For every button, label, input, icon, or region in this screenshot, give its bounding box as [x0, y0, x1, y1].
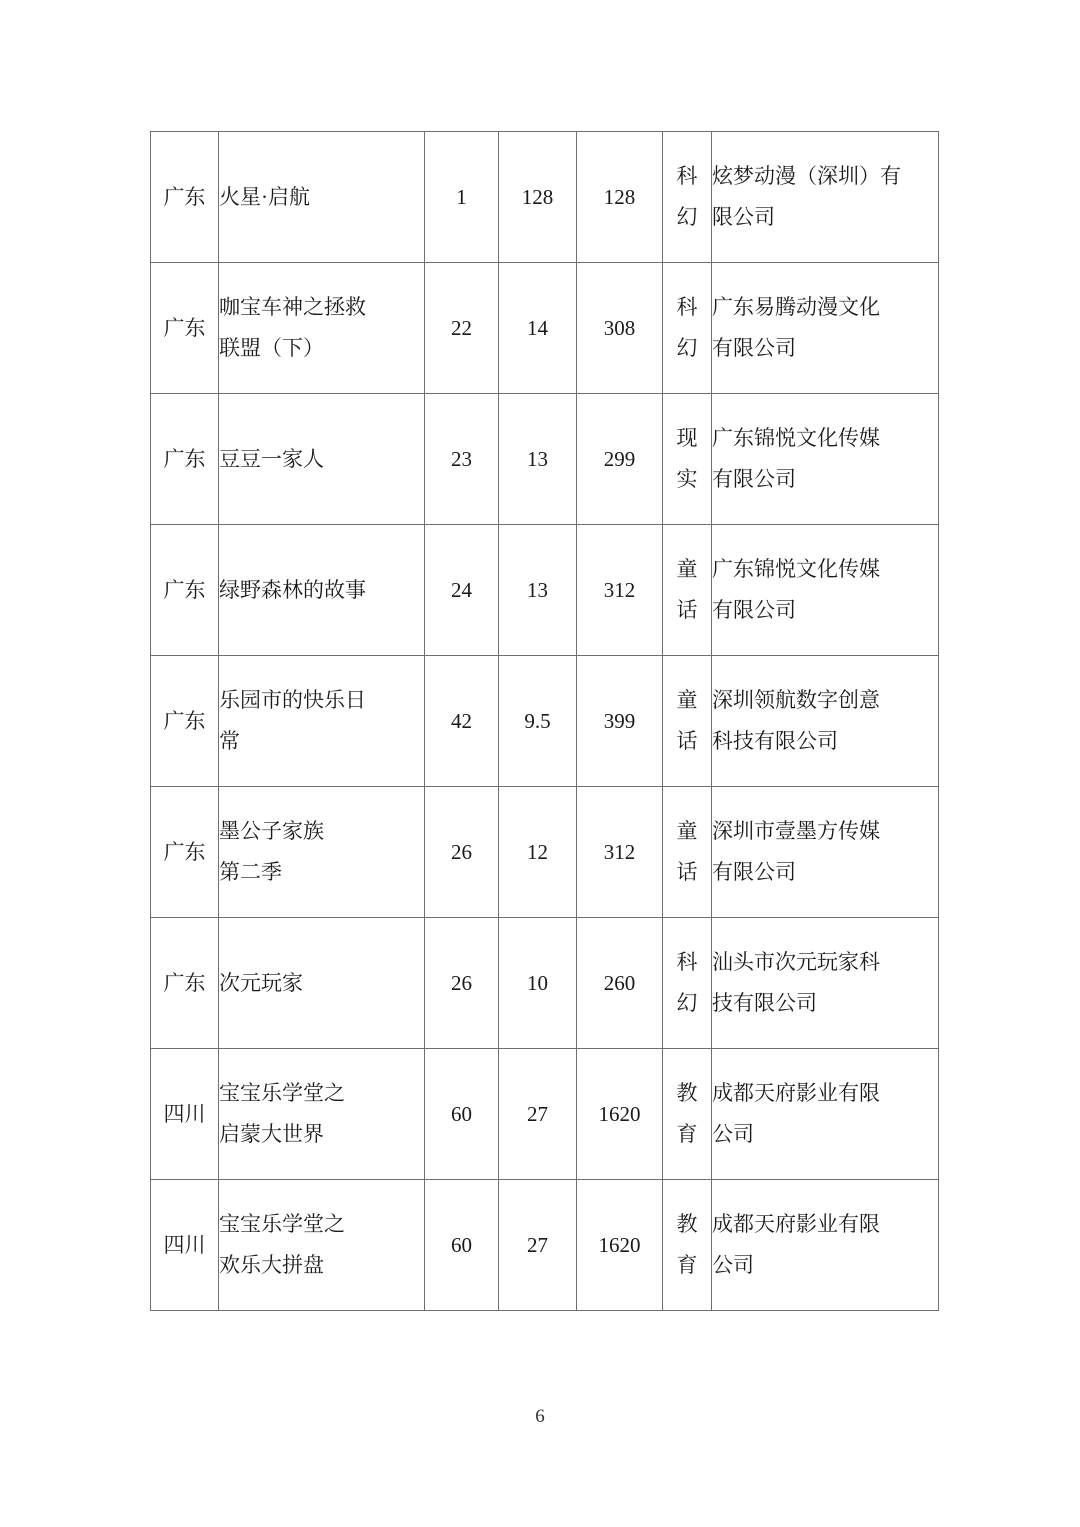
cell-company: [712, 525, 939, 656]
cell-minutes-per-episode: [499, 1049, 577, 1180]
cell-genre-line: 科: [676, 164, 698, 189]
table-body: [151, 132, 939, 1311]
cell-company: [712, 787, 939, 918]
cell-total-minutes-line: 312: [603, 839, 636, 864]
cell-region: [151, 656, 219, 787]
cell-company-line: 科技有限公司: [712, 729, 838, 753]
cell-episodes-line: 26: [451, 970, 472, 995]
cell-title: [219, 263, 425, 394]
cell-genre-line: 话: [676, 729, 698, 753]
cell-title: [219, 132, 425, 263]
cell-title: [219, 1049, 425, 1180]
cell-minutes-per-episode-line: 13: [527, 446, 548, 471]
cell-genre-line: 科: [676, 295, 698, 320]
cell-total-minutes-line: 1620: [598, 1101, 641, 1126]
cell-company-line: 广东锦悦文化传媒: [712, 557, 880, 582]
cell-region-line: 四川: [163, 1101, 206, 1126]
table-row: [151, 787, 939, 918]
cell-minutes-per-episode-line: 27: [527, 1232, 548, 1257]
cell-minutes-per-episode-line: 27: [527, 1101, 548, 1126]
cell-genre: [663, 394, 712, 525]
cell-title: [219, 1180, 425, 1311]
cell-region-line: 四川: [163, 1232, 206, 1257]
cell-genre-line: 幻: [676, 991, 698, 1015]
cell-company: [712, 263, 939, 394]
cell-episodes: [425, 656, 499, 787]
cell-title-line: 宝宝乐学堂之: [219, 1212, 345, 1237]
table-row: [151, 1049, 939, 1180]
cell-episodes: [425, 1180, 499, 1311]
cell-minutes-per-episode-line: 10: [527, 970, 548, 995]
cell-region-line: 广东: [163, 577, 206, 602]
cell-total-minutes: [577, 525, 663, 656]
cell-minutes-per-episode: [499, 394, 577, 525]
cell-episodes-line: 23: [451, 446, 472, 471]
table-row: [151, 656, 939, 787]
cell-minutes-per-episode: [499, 263, 577, 394]
cell-company: [712, 132, 939, 263]
cell-company: [712, 1049, 939, 1180]
cell-region: [151, 787, 219, 918]
cell-minutes-per-episode-line: 12: [527, 839, 548, 864]
cell-episodes: [425, 918, 499, 1049]
cell-company: [712, 918, 939, 1049]
cell-episodes-line: 42: [451, 708, 472, 733]
cell-genre: [663, 132, 712, 263]
cell-title-line: 咖宝车神之拯救: [219, 295, 366, 320]
cell-episodes: [425, 787, 499, 918]
cell-title-line: 宝宝乐学堂之: [219, 1081, 345, 1106]
cell-genre: [663, 263, 712, 394]
cell-region: [151, 263, 219, 394]
cell-genre: [663, 918, 712, 1049]
cell-region: [151, 132, 219, 263]
cell-region-line: 广东: [163, 184, 206, 209]
cell-region-line: 广东: [163, 970, 206, 995]
cell-genre: [663, 1049, 712, 1180]
cell-genre-line: 实: [676, 467, 698, 491]
cell-genre-line: 科: [676, 950, 698, 975]
cell-title-line: 欢乐大拼盘: [219, 1253, 324, 1277]
cell-title: [219, 525, 425, 656]
cell-company-line: 技有限公司: [712, 991, 817, 1015]
cell-genre-line: 幻: [676, 205, 698, 229]
cell-company-line: 有限公司: [712, 336, 796, 360]
cell-title-line: 启蒙大世界: [219, 1122, 324, 1146]
cell-company-line: 成都天府影业有限: [712, 1081, 880, 1106]
cell-genre-line: 育: [676, 1253, 698, 1277]
cell-title: [219, 656, 425, 787]
cell-total-minutes-line: 308: [603, 315, 636, 340]
cell-minutes-per-episode: [499, 656, 577, 787]
cell-genre-line: 话: [676, 860, 698, 884]
cell-total-minutes: [577, 656, 663, 787]
cell-region-line: 广东: [163, 708, 206, 733]
cell-genre-line: 童: [676, 688, 698, 713]
cell-company: [712, 394, 939, 525]
cell-minutes-per-episode: [499, 918, 577, 1049]
table-row: [151, 263, 939, 394]
cell-total-minutes-line: 312: [603, 577, 636, 602]
cell-total-minutes-line: 260: [603, 970, 636, 995]
cell-company-line: 有限公司: [712, 598, 796, 622]
cell-episodes: [425, 263, 499, 394]
table-row: [151, 394, 939, 525]
cell-total-minutes-line: 399: [603, 708, 636, 733]
cell-company-line: 有限公司: [712, 860, 796, 884]
cell-total-minutes: [577, 1049, 663, 1180]
page-number: 6: [535, 1406, 545, 1427]
cell-genre-line: 教: [676, 1081, 698, 1106]
cell-title-line: 联盟（下）: [219, 336, 324, 360]
cell-minutes-per-episode: [499, 132, 577, 263]
cell-episodes-line: 60: [451, 1232, 472, 1257]
cell-minutes-per-episode-line: 14: [527, 315, 548, 340]
cell-genre: [663, 787, 712, 918]
table-row: [151, 132, 939, 263]
table-row: [151, 1180, 939, 1311]
cell-genre: [663, 1180, 712, 1311]
cell-episodes: [425, 132, 499, 263]
cell-title-line: 乐园市的快乐日: [219, 688, 366, 713]
cell-company-line: 深圳领航数字创意: [712, 688, 880, 713]
cell-company: [712, 656, 939, 787]
cell-minutes-per-episode: [499, 525, 577, 656]
cell-episodes: [425, 394, 499, 525]
cell-minutes-per-episode: [499, 787, 577, 918]
cell-title-line: 墨公子家族: [219, 819, 324, 844]
cell-title-line: 绿野森林的故事: [219, 577, 366, 602]
cell-total-minutes: [577, 918, 663, 1049]
cell-title-line: 第二季: [219, 860, 282, 884]
cell-total-minutes: [577, 787, 663, 918]
cell-total-minutes: [577, 1180, 663, 1311]
cell-episodes-line: 60: [451, 1101, 472, 1126]
cell-genre-line: 教: [676, 1212, 698, 1237]
cell-company-line: 广东易腾动漫文化: [712, 295, 880, 320]
cell-region: [151, 394, 219, 525]
cell-genre-line: 育: [676, 1122, 698, 1146]
cell-episodes-line: 26: [451, 839, 472, 864]
cell-episodes-line: 24: [451, 577, 472, 602]
cell-title: [219, 787, 425, 918]
cell-genre-line: 童: [676, 819, 698, 844]
cell-genre-line: 话: [676, 598, 698, 622]
cell-region-line: 广东: [163, 839, 206, 864]
cell-company-line: 公司: [712, 1253, 754, 1277]
cell-genre: [663, 525, 712, 656]
cell-company: [712, 1180, 939, 1311]
cell-region-line: 广东: [163, 315, 206, 340]
cell-minutes-per-episode-line: 128: [521, 184, 554, 209]
cell-episodes-line: 22: [451, 315, 472, 340]
cell-title: [219, 394, 425, 525]
cell-company-line: 公司: [712, 1122, 754, 1146]
cell-episodes: [425, 1049, 499, 1180]
cell-title-line: 常: [219, 729, 240, 753]
cell-title-line: 次元玩家: [219, 970, 303, 995]
cell-genre: [663, 656, 712, 787]
cell-company-line: 汕头市次元玩家科: [712, 950, 880, 975]
cell-genre-line: 幻: [676, 336, 698, 360]
cell-region: [151, 525, 219, 656]
cell-episodes-line: 1: [456, 184, 467, 209]
table-row: [151, 918, 939, 1049]
cell-company-line: 有限公司: [712, 467, 796, 491]
cell-title-line: 豆豆一家人: [219, 446, 324, 471]
cell-minutes-per-episode: [499, 1180, 577, 1311]
cell-company-line: 广东锦悦文化传媒: [712, 426, 880, 451]
filing-table: [150, 131, 939, 1311]
cell-genre-line: 童: [676, 557, 698, 582]
cell-company-line: 限公司: [712, 205, 775, 229]
cell-total-minutes-line: 128: [603, 184, 636, 209]
cell-company-line: 深圳市壹墨方传媒: [712, 819, 880, 844]
cell-company-line: 成都天府影业有限: [712, 1212, 880, 1237]
table-row: [151, 525, 939, 656]
cell-region-line: 广东: [163, 446, 206, 471]
cell-total-minutes: [577, 263, 663, 394]
cell-total-minutes-line: 299: [603, 446, 636, 471]
cell-region: [151, 918, 219, 1049]
cell-title-line: 火星·启航: [219, 184, 310, 209]
cell-genre-line: 现: [676, 426, 698, 451]
cell-total-minutes-line: 1620: [598, 1232, 641, 1257]
cell-total-minutes: [577, 132, 663, 263]
cell-episodes: [425, 525, 499, 656]
cell-region: [151, 1180, 219, 1311]
cell-region: [151, 1049, 219, 1180]
cell-minutes-per-episode-line: 9.5: [524, 708, 551, 733]
cell-company-line: 炫梦动漫（深圳）有: [712, 164, 901, 189]
cell-minutes-per-episode-line: 13: [527, 577, 548, 602]
cell-title: [219, 918, 425, 1049]
cell-total-minutes: [577, 394, 663, 525]
